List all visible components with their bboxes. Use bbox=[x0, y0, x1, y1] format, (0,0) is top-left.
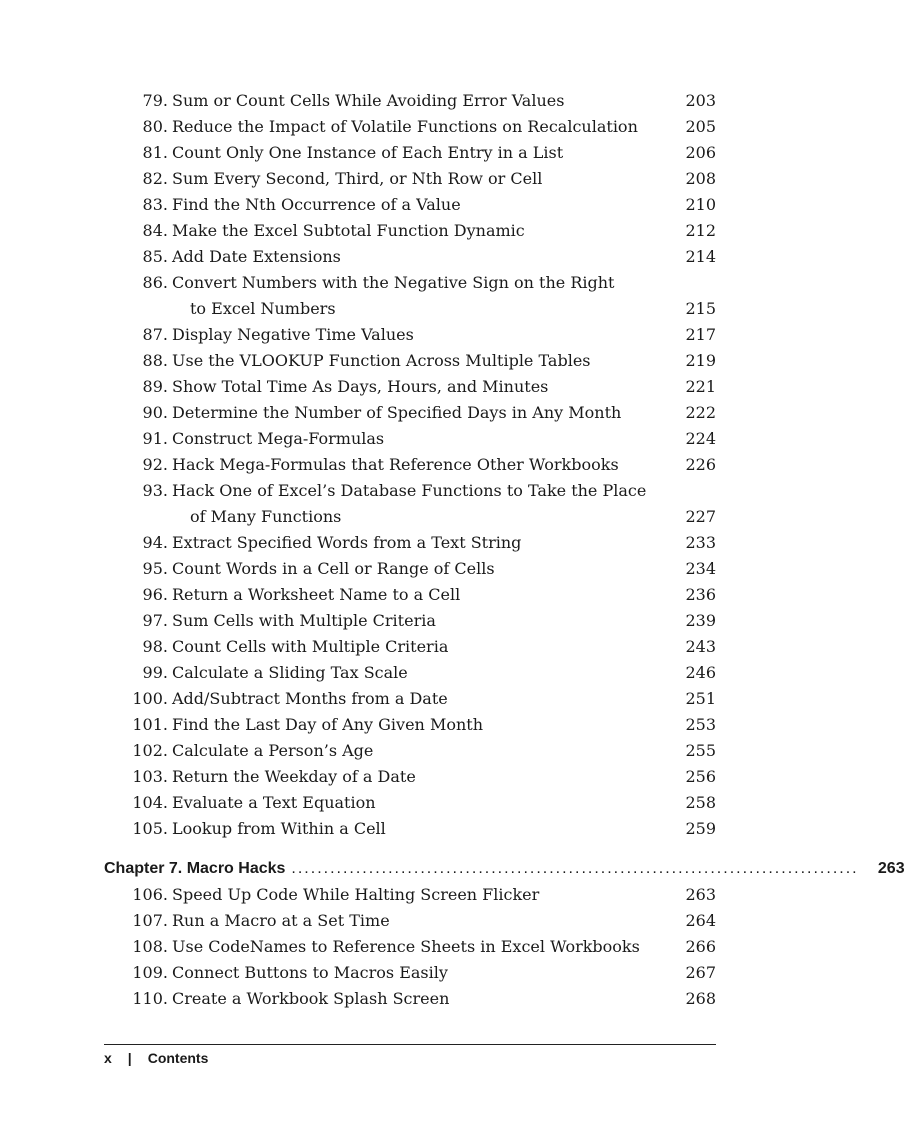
entry-title bbox=[172, 400, 676, 426]
entry-number: 88. bbox=[142, 351, 168, 370]
toc-entry[interactable] bbox=[104, 882, 716, 908]
entry-title bbox=[172, 88, 676, 114]
entry-number: 80. bbox=[142, 117, 168, 136]
toc-entry[interactable] bbox=[104, 556, 716, 582]
entry-title bbox=[172, 986, 676, 1012]
entry-number: 81. bbox=[142, 143, 168, 162]
entry-title bbox=[172, 934, 676, 960]
entry-page: 210 bbox=[685, 195, 716, 214]
footer-section: Contents bbox=[147, 1050, 209, 1066]
entry-title bbox=[172, 816, 676, 842]
entry-title-line: Extract Specified Words from a Text String bbox=[172, 533, 522, 552]
entry-number: 95. bbox=[142, 559, 168, 578]
entry-number: 90. bbox=[142, 403, 168, 422]
entry-page: 217 bbox=[685, 325, 716, 344]
toc-entry[interactable] bbox=[104, 816, 716, 842]
entry-title bbox=[172, 426, 676, 452]
entry-number: 109. bbox=[132, 963, 168, 982]
entry-page: 226 bbox=[685, 455, 716, 474]
entry-title bbox=[172, 712, 676, 738]
entry-title-line: Sum or Count Cells While Avoiding Error Values bbox=[172, 91, 565, 110]
entry-page: 259 bbox=[685, 819, 716, 838]
entry-title-line: Show Total Time As Days, Hours, and Minutes bbox=[172, 377, 549, 396]
entry-number: 104. bbox=[132, 793, 168, 812]
entry-title-line: Sum Every Second, Third, or Nth Row or Cell bbox=[172, 169, 543, 188]
entry-number: 92. bbox=[142, 455, 168, 474]
entry-page: 236 bbox=[685, 585, 716, 604]
entry-title bbox=[172, 244, 676, 270]
entry-page: 203 bbox=[685, 91, 716, 110]
entry-title bbox=[172, 608, 676, 634]
toc-entry[interactable] bbox=[104, 582, 716, 608]
toc-entry[interactable] bbox=[104, 140, 716, 166]
toc-entry[interactable] bbox=[104, 934, 716, 960]
entry-page: 221 bbox=[685, 377, 716, 396]
entry-number: 89. bbox=[142, 377, 168, 396]
toc-entry[interactable] bbox=[104, 374, 716, 400]
entry-number: 94. bbox=[142, 533, 168, 552]
toc-entry[interactable] bbox=[104, 608, 716, 634]
toc-entry[interactable] bbox=[104, 478, 716, 530]
toc-entry[interactable] bbox=[104, 426, 716, 452]
toc-entry[interactable] bbox=[104, 908, 716, 934]
entry-page: 227 bbox=[685, 507, 716, 526]
entry-title-line: Lookup from Within a Cell bbox=[172, 819, 386, 838]
entry-page: 251 bbox=[685, 689, 716, 708]
chapter-page: 263 bbox=[877, 860, 905, 877]
entry-number: 96. bbox=[142, 585, 168, 604]
chapter-leader: ........................................................................................ bbox=[291, 860, 859, 877]
entry-title-line: Count Only One Instance of Each Entry in a List bbox=[172, 143, 564, 162]
toc-entry[interactable] bbox=[104, 660, 716, 686]
entry-number: 106. bbox=[132, 885, 168, 904]
entry-title-line: Find the Last Day of Any Given Month bbox=[172, 715, 483, 734]
page-footer bbox=[104, 1050, 208, 1066]
entry-title-line: Count Cells with Multiple Criteria bbox=[172, 637, 449, 656]
entry-number: 110. bbox=[132, 989, 168, 1008]
entry-title bbox=[172, 166, 676, 192]
entry-page: 255 bbox=[685, 741, 716, 760]
entry-title bbox=[172, 908, 676, 934]
entry-page: 208 bbox=[685, 169, 716, 188]
entry-page: 243 bbox=[685, 637, 716, 656]
entry-title-line: Add Date Extensions bbox=[172, 247, 341, 266]
entry-page: 233 bbox=[685, 533, 716, 552]
entry-title-line: Connect Buttons to Macros Easily bbox=[172, 963, 448, 982]
toc-entry[interactable] bbox=[104, 452, 716, 478]
entry-number: 83. bbox=[142, 195, 168, 214]
entry-page: 264 bbox=[685, 911, 716, 930]
entry-title bbox=[172, 192, 676, 218]
toc-entry[interactable] bbox=[104, 686, 716, 712]
entry-title bbox=[172, 660, 676, 686]
entry-title bbox=[172, 882, 676, 908]
entry-page: 234 bbox=[685, 559, 716, 578]
entry-page: 215 bbox=[685, 299, 716, 318]
entry-page: 256 bbox=[685, 767, 716, 786]
entry-title-line: Calculate a Sliding Tax Scale bbox=[172, 663, 408, 682]
footer-separator: | bbox=[127, 1050, 132, 1066]
entry-page: 268 bbox=[685, 989, 716, 1008]
chapter-title: Chapter 7. Macro Hacks bbox=[104, 860, 286, 877]
toc-entry[interactable] bbox=[104, 764, 716, 790]
folio: x bbox=[104, 1050, 112, 1066]
entry-title bbox=[172, 348, 676, 374]
entry-title-continuation: to Excel Numbers bbox=[190, 299, 336, 318]
entry-number: 98. bbox=[142, 637, 168, 656]
entries-after bbox=[104, 882, 716, 1012]
entry-number: 103. bbox=[132, 767, 168, 786]
entry-page: 266 bbox=[685, 937, 716, 956]
entry-title bbox=[172, 140, 676, 166]
toc-entry[interactable] bbox=[104, 790, 716, 816]
entry-title-line: Use the VLOOKUP Function Across Multiple Tables bbox=[172, 351, 591, 370]
entry-title-line: Hack One of Excel’s Database Functions to Take the Place bbox=[172, 481, 647, 500]
entry-number: 93. bbox=[142, 481, 168, 500]
entry-title-line: Determine the Number of Specified Days in Any Month bbox=[172, 403, 622, 422]
entry-page: 239 bbox=[685, 611, 716, 630]
entry-title bbox=[172, 764, 676, 790]
entry-number: 102. bbox=[132, 741, 168, 760]
entry-title-line: Use CodeNames to Reference Sheets in Excel Workbooks bbox=[172, 937, 640, 956]
entry-title bbox=[172, 270, 676, 322]
entry-title bbox=[172, 790, 676, 816]
entry-title bbox=[172, 374, 676, 400]
entry-title bbox=[172, 114, 676, 140]
entry-title-line: Evaluate a Text Equation bbox=[172, 793, 376, 812]
entry-title-line: Run a Macro at a Set Time bbox=[172, 911, 390, 930]
entry-title-line: Create a Workbook Splash Screen bbox=[172, 989, 450, 1008]
entry-title bbox=[172, 960, 676, 986]
entry-title bbox=[172, 556, 676, 582]
entry-page: 263 bbox=[685, 885, 716, 904]
entry-title bbox=[172, 738, 676, 764]
entry-number: 101. bbox=[132, 715, 168, 734]
entry-title-line: Find the Nth Occurrence of a Value bbox=[172, 195, 461, 214]
entry-title-line: Hack Mega-Formulas that Reference Other Workbooks bbox=[172, 455, 619, 474]
entry-number: 85. bbox=[142, 247, 168, 266]
toc-entry[interactable] bbox=[104, 218, 716, 244]
toc-entry[interactable] bbox=[104, 270, 716, 322]
entry-number: 87. bbox=[142, 325, 168, 344]
entry-title-line: Display Negative Time Values bbox=[172, 325, 414, 344]
entry-page: 219 bbox=[685, 351, 716, 370]
toc-entry[interactable] bbox=[104, 400, 716, 426]
entry-number: 79. bbox=[142, 91, 168, 110]
entry-number: 84. bbox=[142, 221, 168, 240]
entry-title bbox=[172, 218, 676, 244]
chapter-heading[interactable] bbox=[104, 856, 905, 882]
entry-title-line: Speed Up Code While Halting Screen Flicker bbox=[172, 885, 540, 904]
toc-entry[interactable] bbox=[104, 712, 716, 738]
entry-number: 97. bbox=[142, 611, 168, 630]
entry-title-line: Convert Numbers with the Negative Sign on the Right bbox=[172, 273, 615, 292]
entry-title-continuation: of Many Functions bbox=[190, 507, 342, 526]
toc-entry[interactable] bbox=[104, 244, 716, 270]
entry-title-line: Return a Worksheet Name to a Cell bbox=[172, 585, 461, 604]
toc-entry[interactable] bbox=[104, 960, 716, 986]
toc-entry[interactable] bbox=[104, 166, 716, 192]
entry-page: 224 bbox=[685, 429, 716, 448]
entry-number: 91. bbox=[142, 429, 168, 448]
entry-title-line: Make the Excel Subtotal Function Dynamic bbox=[172, 221, 525, 240]
toc-entry[interactable] bbox=[104, 322, 716, 348]
entry-title bbox=[172, 530, 676, 556]
toc-entry[interactable] bbox=[104, 738, 716, 764]
entry-number: 107. bbox=[132, 911, 168, 930]
entry-title-line: Sum Cells with Multiple Criteria bbox=[172, 611, 436, 630]
entry-title bbox=[172, 686, 676, 712]
entry-number: 82. bbox=[142, 169, 168, 188]
toc-entry[interactable] bbox=[104, 114, 716, 140]
toc-entry[interactable] bbox=[104, 986, 716, 1012]
entry-number: 105. bbox=[132, 819, 168, 838]
entries-before bbox=[104, 88, 716, 842]
entry-title-line: Construct Mega-Formulas bbox=[172, 429, 385, 448]
entry-page: 206 bbox=[685, 143, 716, 162]
toc-entry[interactable] bbox=[104, 530, 716, 556]
table-of-contents bbox=[104, 88, 905, 1012]
entry-page: 267 bbox=[685, 963, 716, 982]
entry-title bbox=[172, 582, 676, 608]
toc-entry[interactable] bbox=[104, 634, 716, 660]
entry-page: 253 bbox=[685, 715, 716, 734]
entry-title-line: Add/Subtract Months from a Date bbox=[172, 689, 448, 708]
entry-page: 222 bbox=[685, 403, 716, 422]
entry-number: 86. bbox=[142, 273, 168, 292]
entry-page: 205 bbox=[685, 117, 716, 136]
entry-page: 212 bbox=[685, 221, 716, 240]
entry-title-line: Reduce the Impact of Volatile Functions on Recalculation bbox=[172, 117, 638, 136]
entry-title-line: Count Words in a Cell or Range of Cells bbox=[172, 559, 495, 578]
entry-title bbox=[172, 322, 676, 348]
entry-title-line: Return the Weekday of a Date bbox=[172, 767, 416, 786]
entry-number: 99. bbox=[142, 663, 168, 682]
entry-page: 258 bbox=[685, 793, 716, 812]
toc-entry[interactable] bbox=[104, 88, 716, 114]
toc-entry[interactable] bbox=[104, 192, 716, 218]
entry-title bbox=[172, 478, 676, 530]
entry-number: 100. bbox=[132, 689, 168, 708]
entry-page: 246 bbox=[685, 663, 716, 682]
entry-page: 214 bbox=[685, 247, 716, 266]
entry-title-line: Calculate a Person’s Age bbox=[172, 741, 374, 760]
entry-number: 108. bbox=[132, 937, 168, 956]
footer-rule bbox=[104, 1044, 716, 1045]
entry-title bbox=[172, 634, 676, 660]
toc-entry[interactable] bbox=[104, 348, 716, 374]
entry-title bbox=[172, 452, 676, 478]
